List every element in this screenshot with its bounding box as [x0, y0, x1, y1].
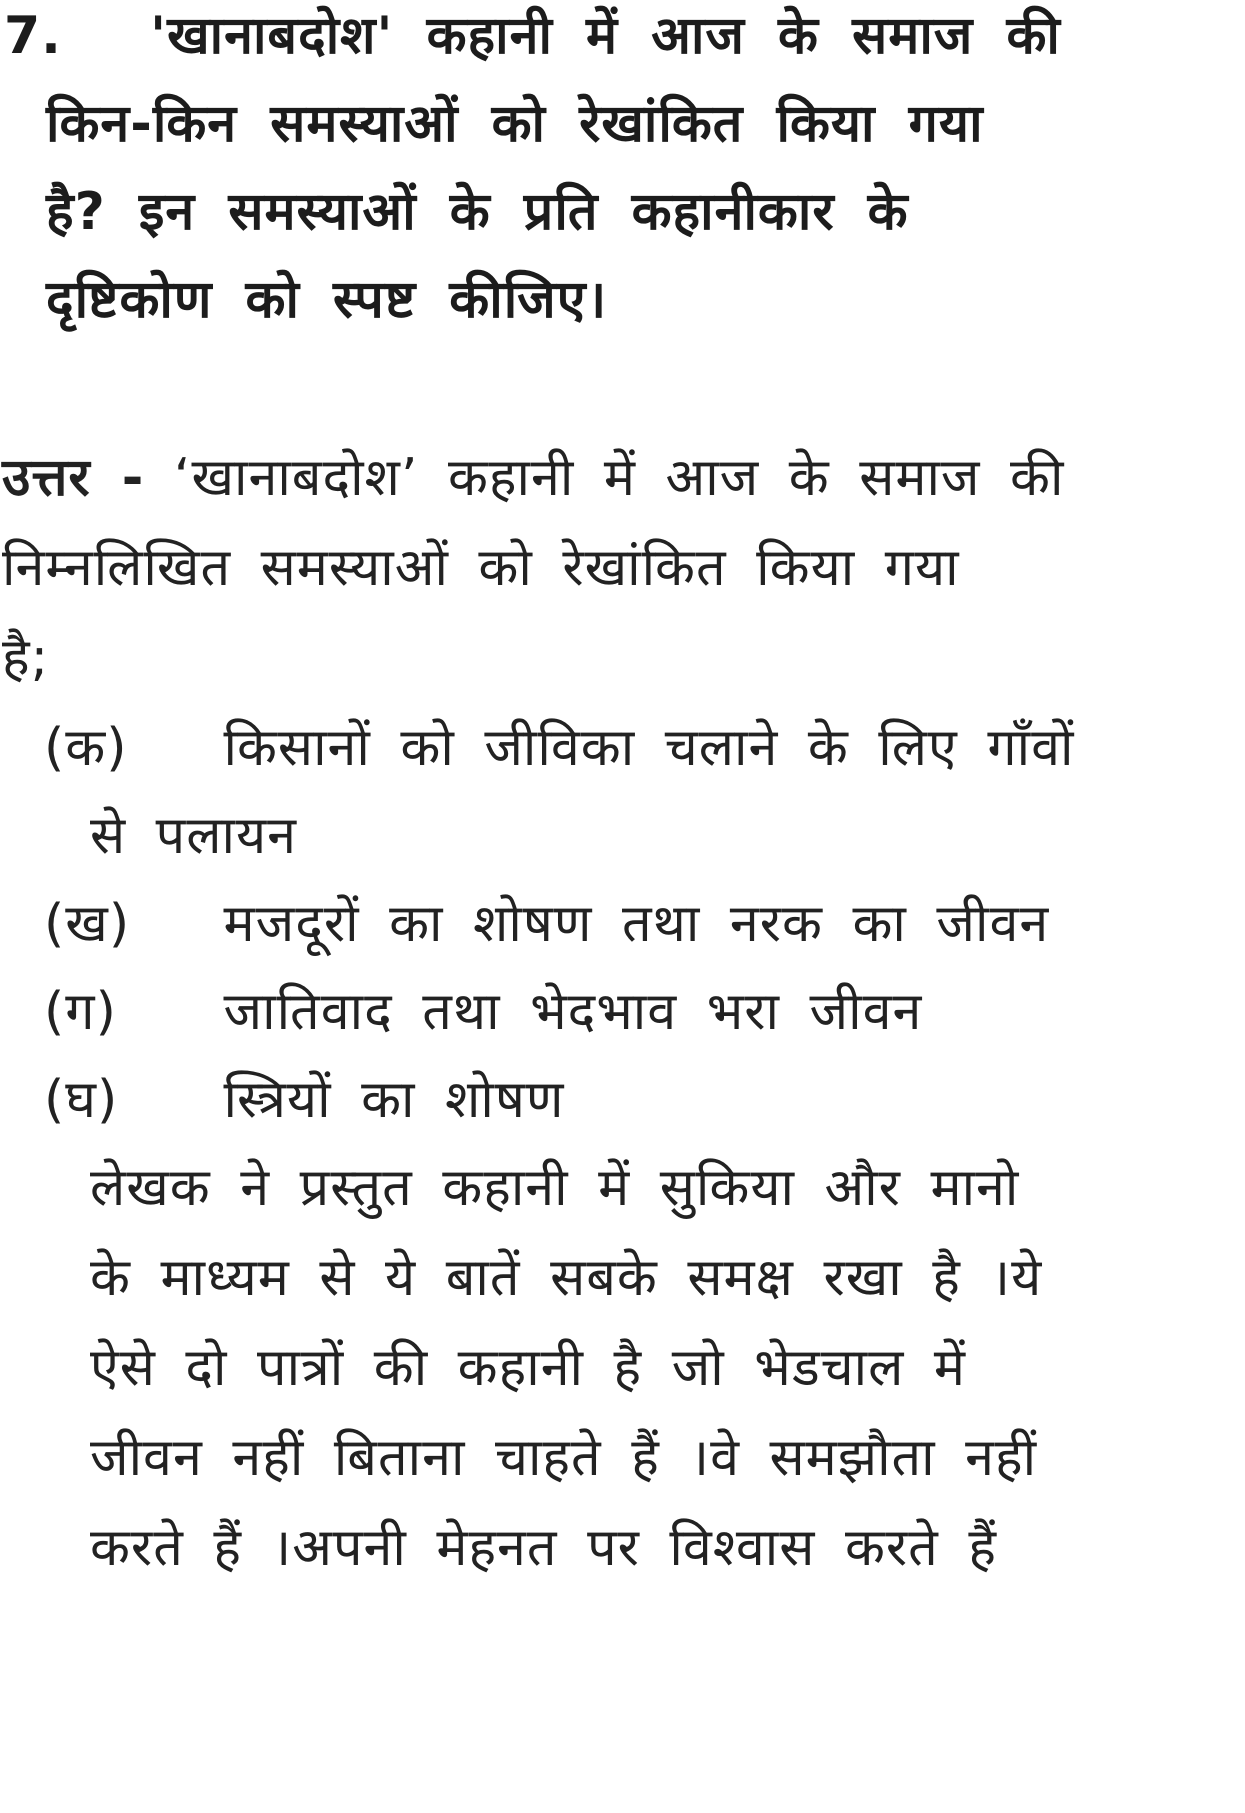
paragraph-line-1: लेखक ने प्रस्तुत कहानी में सुकिया और मानो — [90, 1158, 1020, 1218]
question-line-4: दृष्टिकोण को स्पष्ट कीजिए। — [46, 270, 608, 330]
list-item-gha — [44, 1070, 565, 1130]
list-item-kha — [44, 894, 1050, 954]
question-line-3: है? इन समस्याओं के प्रति कहानीकार के — [46, 182, 909, 242]
list-item-ka-line-1: किसानों को जीविका चलाने के लिए गाँवों — [223, 718, 1075, 778]
list-marker-gha: (घ) — [44, 1070, 119, 1130]
answer-intro-2: निम्नलिखित समस्याओं को रेखांकित किया गया — [2, 538, 960, 598]
answer-intro-3: है; — [2, 628, 50, 688]
question-line-1 — [4, 6, 1061, 66]
list-marker-ga: (ग) — [44, 982, 117, 1042]
list-item-ga-text: जातिवाद तथा भेदभाव भरा जीवन — [223, 982, 923, 1042]
list-item-ka-line-2: से पलायन — [90, 806, 297, 866]
answer-line-1 — [2, 448, 1065, 508]
paragraph-line-2: के माध्यम से ये बातें सबके समक्ष रखा है ।ये — [90, 1248, 1043, 1308]
paragraph-line-5: करते हैं ।अपनी मेहनत पर विश्वास करते हैं — [90, 1518, 997, 1578]
list-item-gha-text: स्त्रियों का शोषण — [223, 1070, 565, 1130]
list-marker-ka: (क) — [44, 718, 128, 778]
list-item-ka — [44, 718, 1075, 778]
list-marker-kha: (ख) — [44, 894, 131, 954]
question-number: 7. — [4, 6, 62, 66]
question-text-1: 'खानाबदोश' कहानी में आज के समाज की — [150, 6, 1061, 66]
paragraph-line-4: जीवन नहीं बिताना चाहते हैं ।वे समझौता नहीं — [90, 1428, 1038, 1488]
answer-label: उत्तर - — [2, 448, 145, 508]
paragraph-line-3: ऐसे दो पात्रों की कहानी है जो भेडचाल में — [90, 1338, 967, 1398]
list-item-ga — [44, 982, 923, 1042]
answer-intro-1: ‘खानाबदोश’ कहानी में आज के समाज की — [173, 448, 1065, 508]
question-line-2: किन-किन समस्याओं को रेखांकित किया गया — [46, 94, 984, 154]
list-item-kha-text: मजदूरों का शोषण तथा नरक का जीवन — [223, 894, 1050, 954]
